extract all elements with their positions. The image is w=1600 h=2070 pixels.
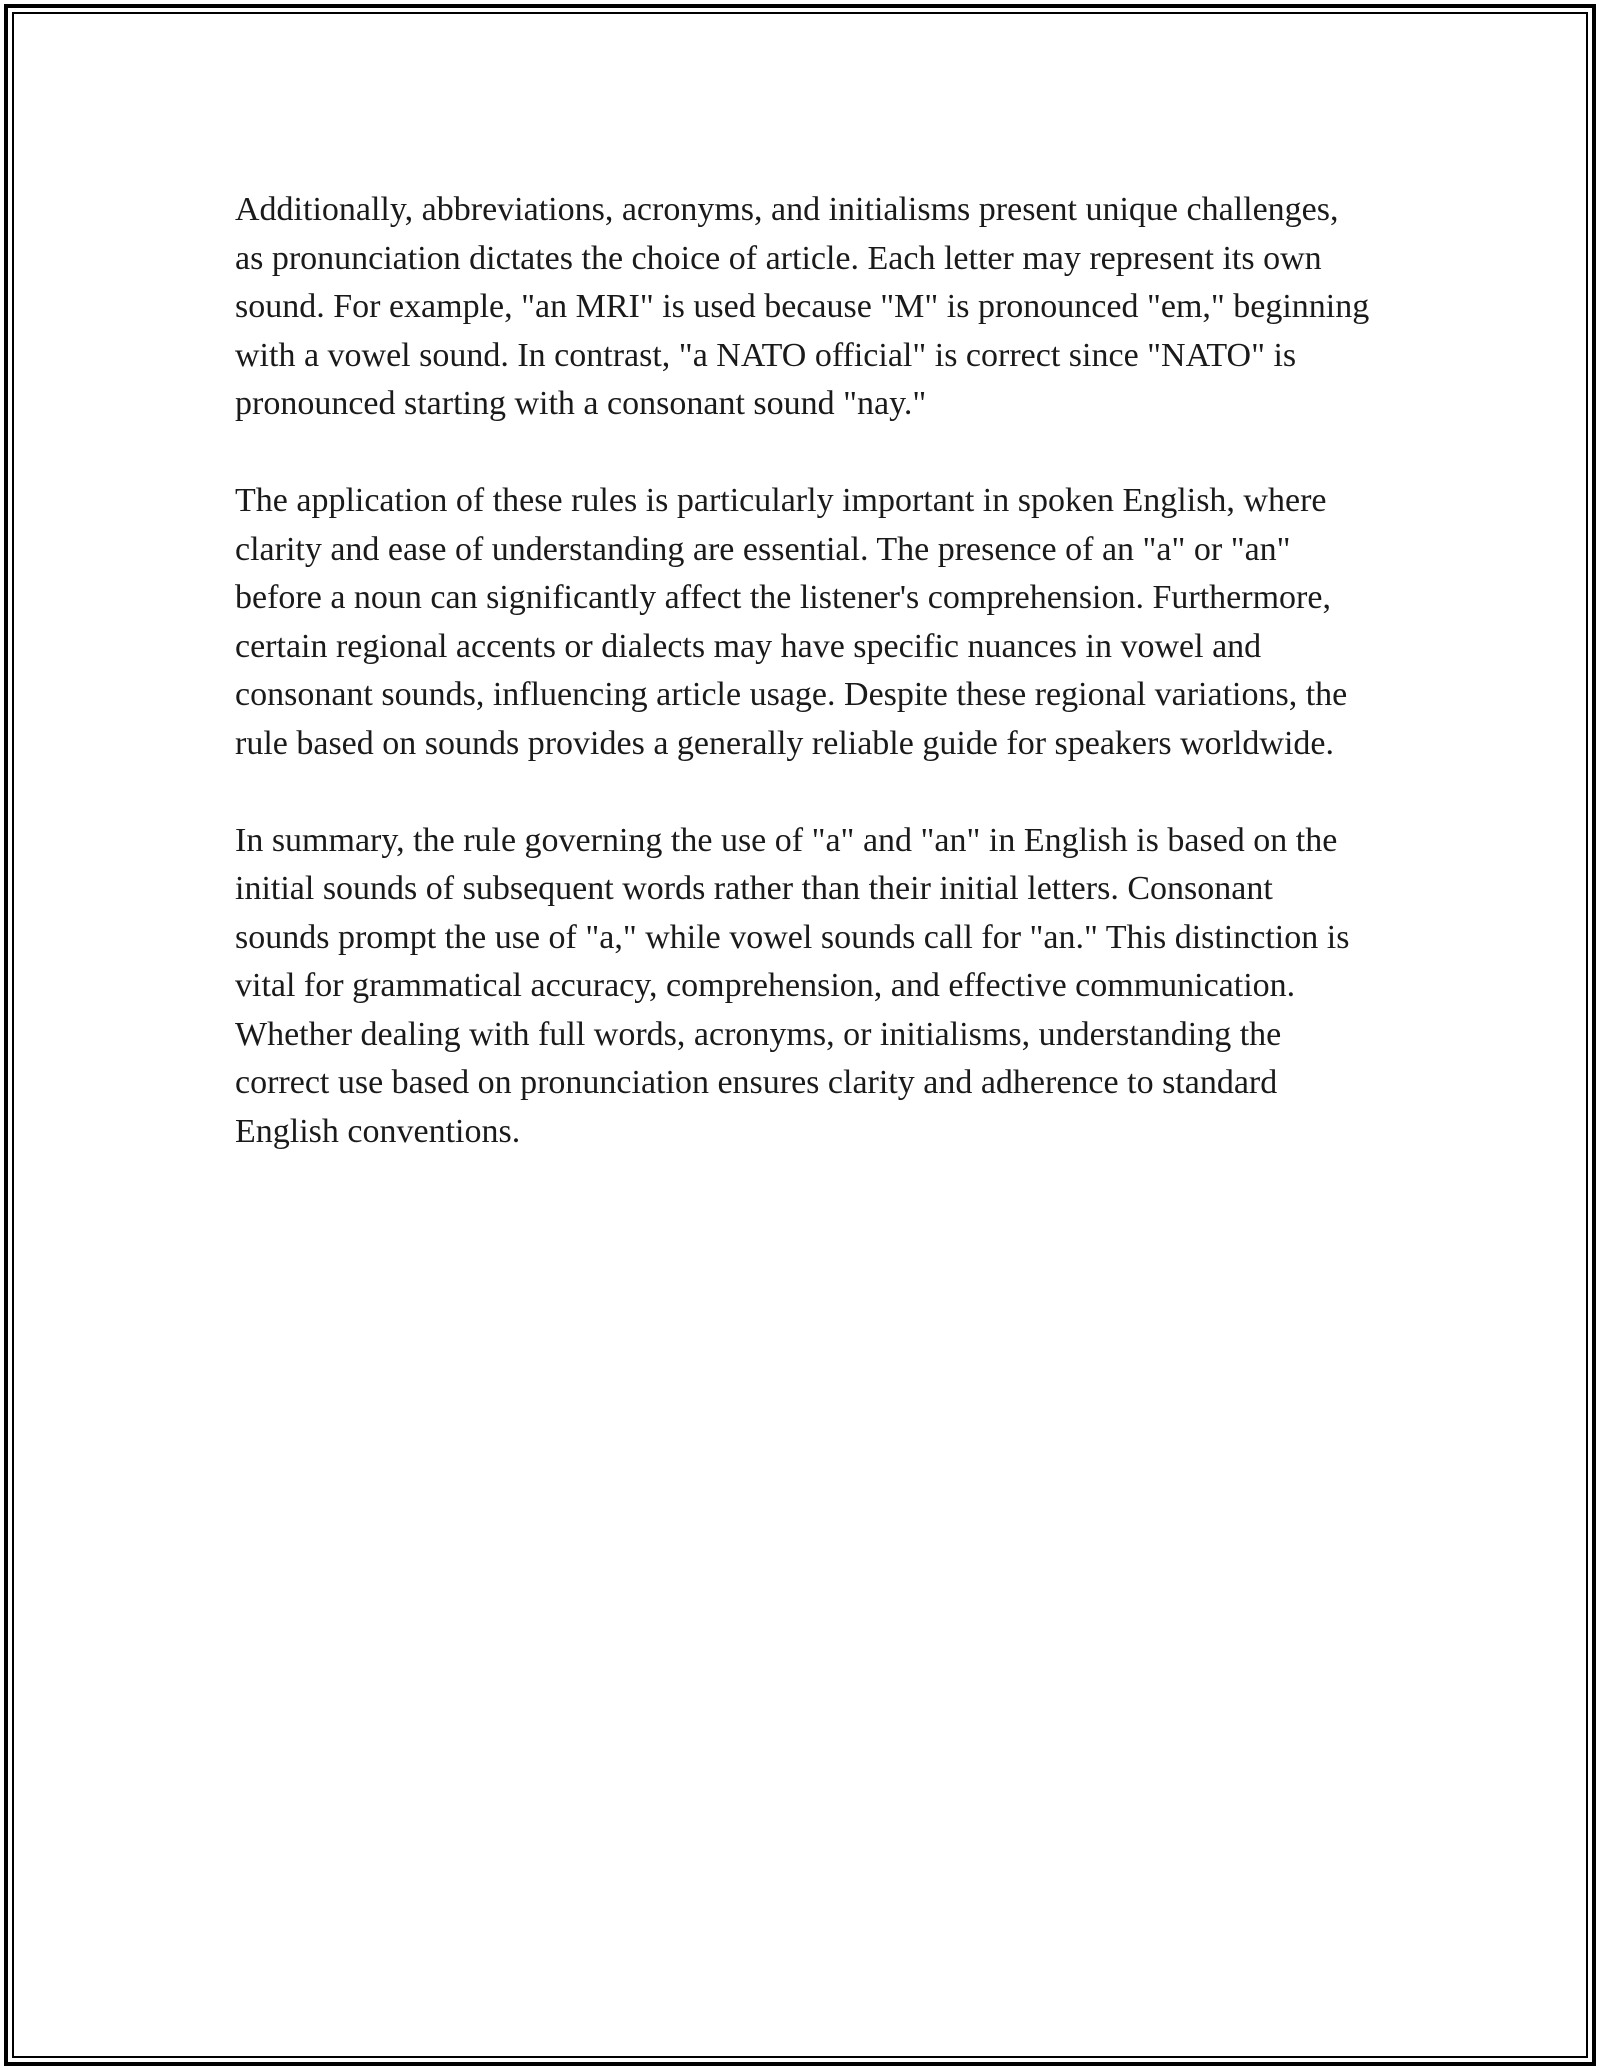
paragraph-spoken-english: The application of these rules is particularly important in spoken English, where clarity and ease of understanding are essential. The presence of an "a" or "an" before a noun can significantly affect the listener's comprehension. Furthermore, certain regional accents or dialects may have specific nuances in vowel and consonant sounds, influencing article usage. Despite these regional variations, the rule based on sounds provides a generally reliable guide for speakers worldwide. xyxy=(235,482,1348,762)
paragraph-abbreviations: Additionally, abbreviations, acronyms, and initialisms present unique challenges, as pronunciation dictates the choice of article. Each letter may represent its own sound. For example, "an MRI" is used because "M" is pronounced "em," beginning with a vowel sound. In contrast, "a NATO official" is correct since "NATO" is pronounced starting with a consonant sound "nay." xyxy=(235,191,1370,422)
document-body xyxy=(235,186,1375,1205)
paragraph-summary: In summary, the rule governing the use of "a" and "an" in English is based on the initial sounds of subsequent words rather than their initial letters. Consonant sounds prompt the use of "a," while vowel sounds call for "an." This distinction is vital for grammatical accuracy, comprehension, and effective communication. Whether dealing with full words, acronyms, or initialisms, understanding the correct use based on pronunciation ensures clarity and adherence to standard English conventions. xyxy=(235,821,1350,1150)
